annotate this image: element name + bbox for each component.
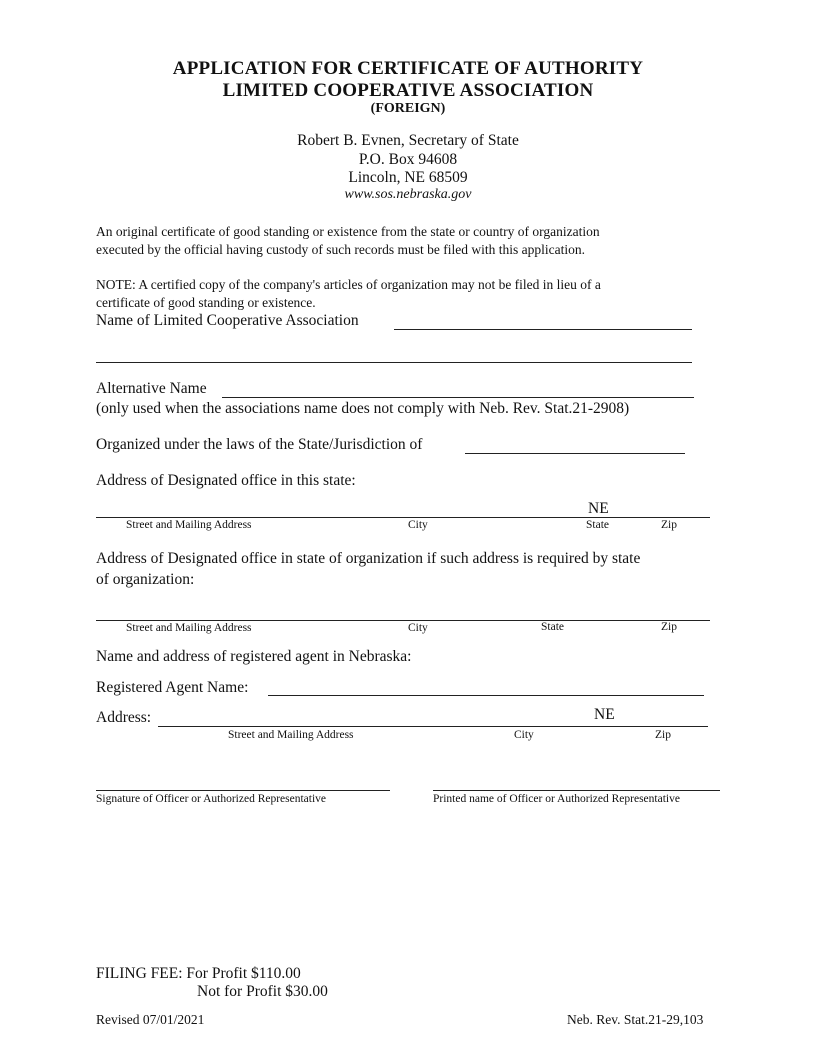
filing-fee-line1: FILING FEE: For Profit $110.00 [96, 965, 301, 982]
association-name-input-line[interactable] [394, 329, 692, 330]
signature-caption: Signature of Officer or Authorized Representative [96, 793, 327, 805]
designated-caption-state: State [586, 519, 609, 531]
association-name-input-line-2[interactable] [96, 362, 692, 363]
org-office-address-input-line[interactable] [96, 620, 710, 621]
alternative-name-note: (only used when the associations name does not comply with Neb. Rev. Stat.21-2908) [96, 400, 630, 417]
registered-agent-name-label: Registered Agent Name: [96, 679, 249, 696]
instructions-para1-line1: An original certificate of good standing or existence from the state or country of organization [96, 224, 600, 239]
org-caption-state: State [541, 621, 564, 633]
alternative-name-input-line[interactable] [222, 397, 694, 398]
org-caption-city: City [408, 622, 428, 634]
form-subtitle: (FOREIGN) [370, 101, 446, 116]
statute-reference: Neb. Rev. Stat.21-29,103 [567, 1012, 704, 1027]
organized-under-label: Organized under the laws of the State/Jurisdiction of [96, 436, 423, 453]
registered-agent-address-input-line[interactable] [158, 726, 708, 727]
filing-fee-line2: Not for Profit $30.00 [197, 983, 328, 1000]
printed-name-input-line[interactable] [433, 790, 720, 791]
agent-caption-zip: Zip [655, 729, 671, 741]
instructions-note-line1: NOTE: A certified copy of the company's articles of organization may not be filed in lieu of a [96, 277, 601, 292]
registered-agent-state-value: NE [594, 706, 615, 723]
printed-name-caption: Printed name of Officer or Authorized Representative [433, 793, 680, 805]
agent-caption-city: City [514, 729, 534, 741]
revised-date: Revised 07/01/2021 [96, 1012, 205, 1027]
designated-caption-street: Street and Mailing Address [126, 519, 252, 531]
org-office-label-line1: Address of Designated office in state of organization if such address is required by state [96, 550, 641, 567]
agent-caption-street: Street and Mailing Address [228, 729, 354, 741]
form-title-line1: APPLICATION FOR CERTIFICATE OF AUTHORITY [172, 58, 644, 79]
instructions-note-line2: certificate of good standing or existence. [96, 295, 316, 310]
registered-agent-name-input-line[interactable] [268, 695, 704, 696]
signature-input-line[interactable] [96, 790, 390, 791]
org-caption-street: Street and Mailing Address [126, 622, 252, 634]
designated-state-value: NE [588, 500, 609, 517]
office-name: Robert B. Evnen, Secretary of State [297, 132, 519, 149]
form-title-line2: LIMITED COOPERATIVE ASSOCIATION [222, 80, 594, 101]
designated-address-input-line[interactable] [96, 517, 710, 518]
association-name-label: Name of Limited Cooperative Association [96, 312, 359, 329]
office-po-box: P.O. Box 94608 [358, 151, 458, 168]
org-office-label-line2: of organization: [96, 571, 195, 588]
org-caption-zip: Zip [661, 621, 677, 633]
office-city-state-zip: Lincoln, NE 68509 [348, 169, 468, 186]
designated-office-label: Address of Designated office in this state: [96, 472, 356, 489]
designated-caption-zip: Zip [661, 519, 677, 531]
alternative-name-label: Alternative Name [96, 380, 207, 397]
designated-caption-city: City [408, 519, 428, 531]
organized-under-input-line[interactable] [465, 453, 685, 454]
registered-agent-heading: Name and address of registered agent in Nebraska: [96, 648, 412, 665]
instructions-para1-line2: executed by the official having custody of such records must be filed with this application. [96, 242, 585, 257]
office-website: www.sos.nebraska.gov [344, 187, 472, 202]
registered-agent-address-label: Address: [96, 709, 152, 726]
